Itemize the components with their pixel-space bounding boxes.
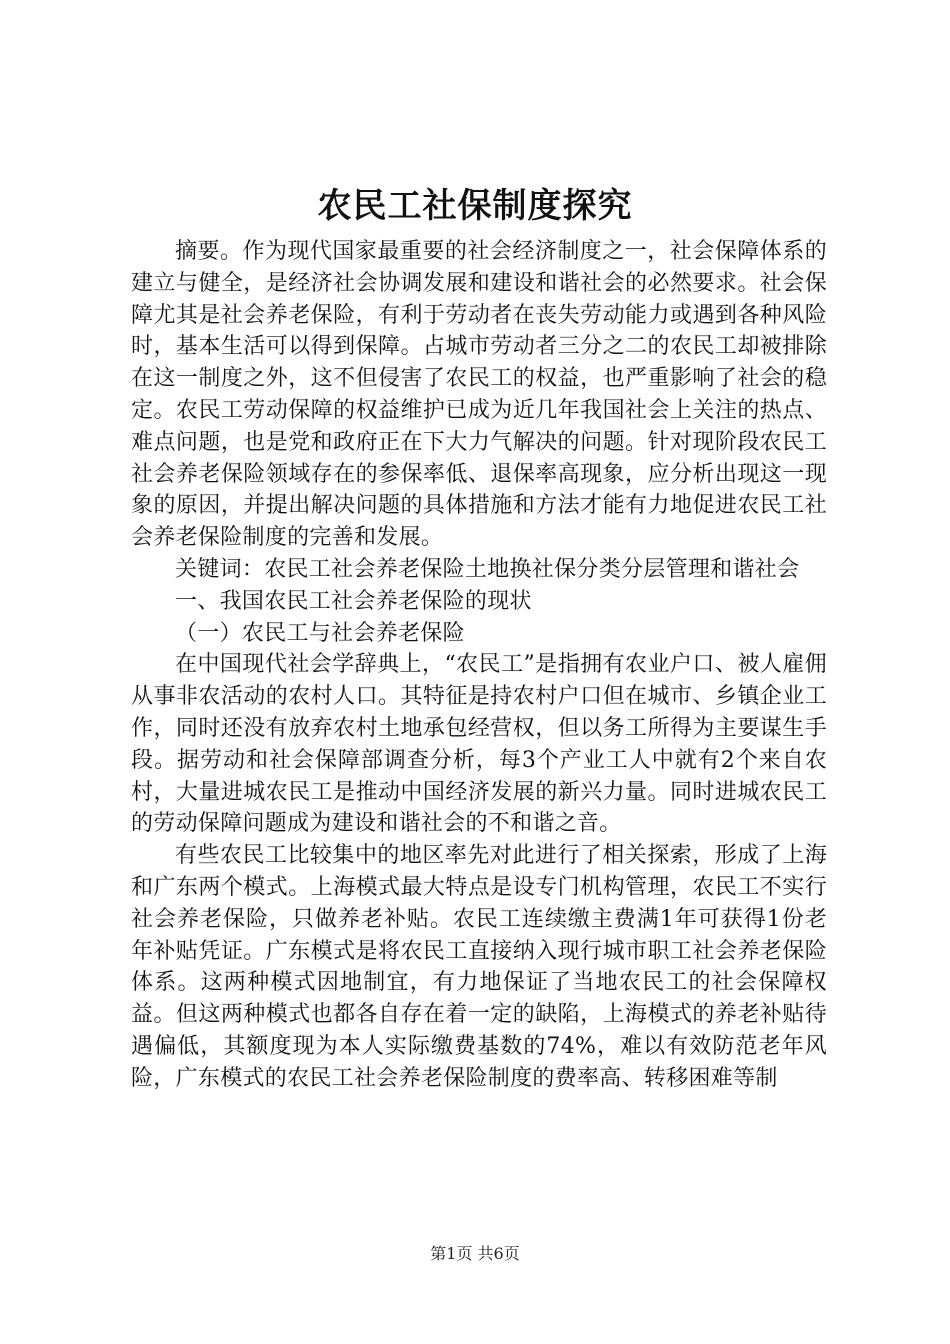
section-heading: 一、我国农民工社会养老保险的现状 [175, 588, 532, 614]
document-body [131, 236, 827, 1095]
body-paragraph: 有些农民工比较集中的地区率先对此进行了相关探索，形成了上海和广东两个模式。上海模式最大特点是设专门机构管理，农民工不实行社会养老保险，只做养老补贴。农民工连续缴主费满1年可获得1份老年补贴凭证。广东模式是将农民工直接纳入现行城市职工社会养老保险体系。这两种模式因地制宜，有力地保证了当地农民工的社会保障权益。但这两种模式也都各自存在着一定的缺陷，上海模式的养老补贴待遇偏低，其额度现为本人实际缴费基数的74%，难以有效防范老年风险，广东模式的农民工社会养老保险制度的费率高、转移困难等制 [131, 843, 827, 1091]
keywords-paragraph: 关键词：农民工社会养老保险土地换社保分类分层管理和谐社会 [175, 556, 800, 582]
document-title: 农民工社保制度探究 [317, 186, 633, 226]
subsection-heading: （一）农民工与社会养老保险 [175, 620, 465, 646]
body-paragraph: 在中国现代社会学辞典上，“农民工”是指拥有农业户口、被人雇佣从事非农活动的农村人口。其特征是持农村户口但在城市、乡镇企业工作，同时还没有放弃农村土地承包经营权，但以务工所得为主要谋生手段。据劳动和社会保障部调查分析，每3个产业工人中就有2个来自农村，大量进城农民工是推动中国经济发展的新兴力量。同时进城农民工的劳动保障问题成为建设和谐社会的不和谐之音。 [131, 652, 827, 837]
page-number-footer: 第1页 共6页 [430, 1244, 520, 1263]
abstract-paragraph: 摘要。作为现代国家最重要的社会经济制度之一，社会保障体系的建立与健全，是经济社会协调发展和建设和谐社会的必然要求。社会保障尤其是社会养老保险，有利于劳动者在丧失劳动能力或遇到各种风险时，基本生活可以得到保障。占城市劳动者三分之二的农民工却被排除在这一制度之外，这不但侵害了农民工的权益，也严重影响了社会的稳定。农民工劳动保障的权益维护已成为近几年我国社会上关注的热点、难点问题，也是党和政府正在下大力气解决的问题。针对现阶段农民工社会养老保险领域存在的参保率低、退保率高现象，应分析出现这一现象的原因，并提出解决问题的具体措施和方法才能有力地促进农民工社会养老保险制度的完善和发展。 [131, 239, 827, 551]
